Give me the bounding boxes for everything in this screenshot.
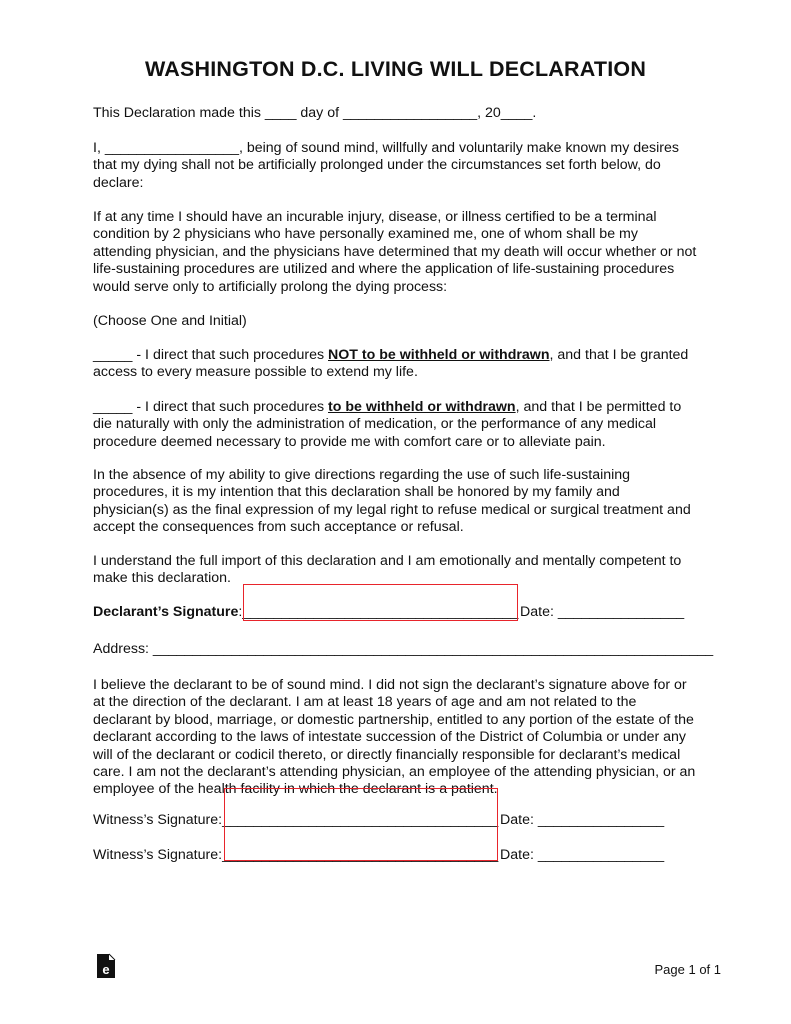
condition-paragraph — [93, 209, 703, 296]
understand-line: I understand the full import of this declaration and I am emotionally and mentally competent to — [93, 553, 682, 569]
page-number: Page 1 of 1 — [654, 962, 721, 977]
declarant-date: Date: ________________ — [520, 604, 685, 620]
declarant-signature-row: Declarant’s Signature:___________________________________ — [93, 604, 519, 620]
witness2-signature-label: Witness’s Signature: — [93, 847, 223, 863]
declarant-signature-field[interactable] — [243, 584, 518, 621]
option-not-withheld-emphasis: NOT to be withheld or withdrawn — [328, 347, 550, 363]
witness-statement-line: care. I am not the declarant’s attending physician, an employee of the attending physician, or an — [93, 764, 696, 781]
document-title: WASHINGTON D.C. LIVING WILL DECLARATION — [144, 57, 647, 81]
condition-line: condition by 2 physicians who have personally examined me, one of whom shall be my — [93, 226, 638, 243]
declarant-signature-label: Declarant’s Signature — [93, 604, 239, 620]
absence-line: In the absence of my ability to give directions regarding the use of such life-sustaining — [93, 467, 631, 483]
witness-statement-line: will of the declarant or codicil thereto, or directly financially responsible for declarant’s medical — [93, 746, 681, 763]
condition-line: attending physician, and the physicians have determined that my death will occur whether or not — [93, 243, 697, 260]
understand-line: make this declaration. — [93, 570, 232, 587]
svg-text:e: e — [102, 962, 110, 977]
witness1-signature-row: Witness’s Signature:___________________________________ — [93, 812, 499, 828]
condition-line: life-sustaining procedures are utilized and where the application of life-sustaining procedures — [93, 261, 675, 278]
choose-one-label: (Choose One and Initial) — [93, 313, 247, 329]
absence-line: accept the consequences from such acceptance or refusal. — [93, 519, 464, 536]
condition-line: If at any time I should have an incurable injury, disease, or illness certified to be a terminal — [93, 209, 657, 225]
intro-paragraph — [93, 140, 703, 192]
witness-statement-line: employee of the health facility in which the declarant is a patient. — [93, 781, 498, 798]
witness-statement-line: I believe the declarant to be of sound mind. I did not sign the declarant’s signature above for or — [93, 677, 687, 693]
intro-line: that my dying shall not be artificially prolonged under the circumstances set forth below, do — [93, 157, 661, 174]
witness-statement-line: at the direction of the declarant. I am at least 18 years of age and am not related to the — [93, 694, 637, 711]
option-withheld-emphasis: to be withheld or withdrawn — [328, 399, 516, 415]
absence-line: physician(s) as the final expression of my legal right to refuse medical or surgical treatment and — [93, 501, 691, 518]
absence-line: procedures, it is my intention that this declaration shall be honored by my family and — [93, 484, 620, 501]
eforms-logo-icon — [96, 953, 116, 979]
witness2-signature-row: Witness’s Signature:___________________________________ — [93, 847, 499, 863]
intro-line: I, _________________, being of sound mind, willfully and voluntarily make known my desires — [93, 140, 679, 156]
understand-paragraph — [93, 553, 703, 588]
address-line: Address: _______________________________________________________________________ — [93, 641, 714, 657]
intro-line: declare: — [93, 174, 144, 191]
declaration-date-line: This Declaration made this ____ day of _________________, 20____. — [93, 105, 537, 121]
witness-signatures-field[interactable] — [224, 788, 498, 861]
witness1-date: Date: ________________ — [500, 812, 665, 828]
witness1-signature-label: Witness’s Signature: — [93, 812, 223, 828]
option-withheld: _____ - I direct that such procedures to be withheld or withdrawn, and that I be permitted to die naturally with only the administration of medication, or the performance of any medical procedure deemed necessary to provide me with comfort care or to alleviate pain. — [93, 399, 682, 450]
witness2-date: Date: ________________ — [500, 847, 665, 863]
witness-statement-line: declarant by blood, marriage, or domestic partnership, entitled to any portion of the estate of the — [93, 711, 694, 728]
option-not-withheld: _____ - I direct that such procedures NOT to be withheld or withdrawn, and that I be granted access to every measure possible to extend my life. — [93, 347, 689, 381]
witness-statement — [93, 677, 703, 799]
absence-paragraph — [93, 467, 703, 537]
witness-statement-line: declarant according to the laws of intestate succession of the District of Columbia or under any — [93, 729, 687, 746]
condition-line: would serve only to artificially prolong the dying process: — [93, 278, 448, 295]
